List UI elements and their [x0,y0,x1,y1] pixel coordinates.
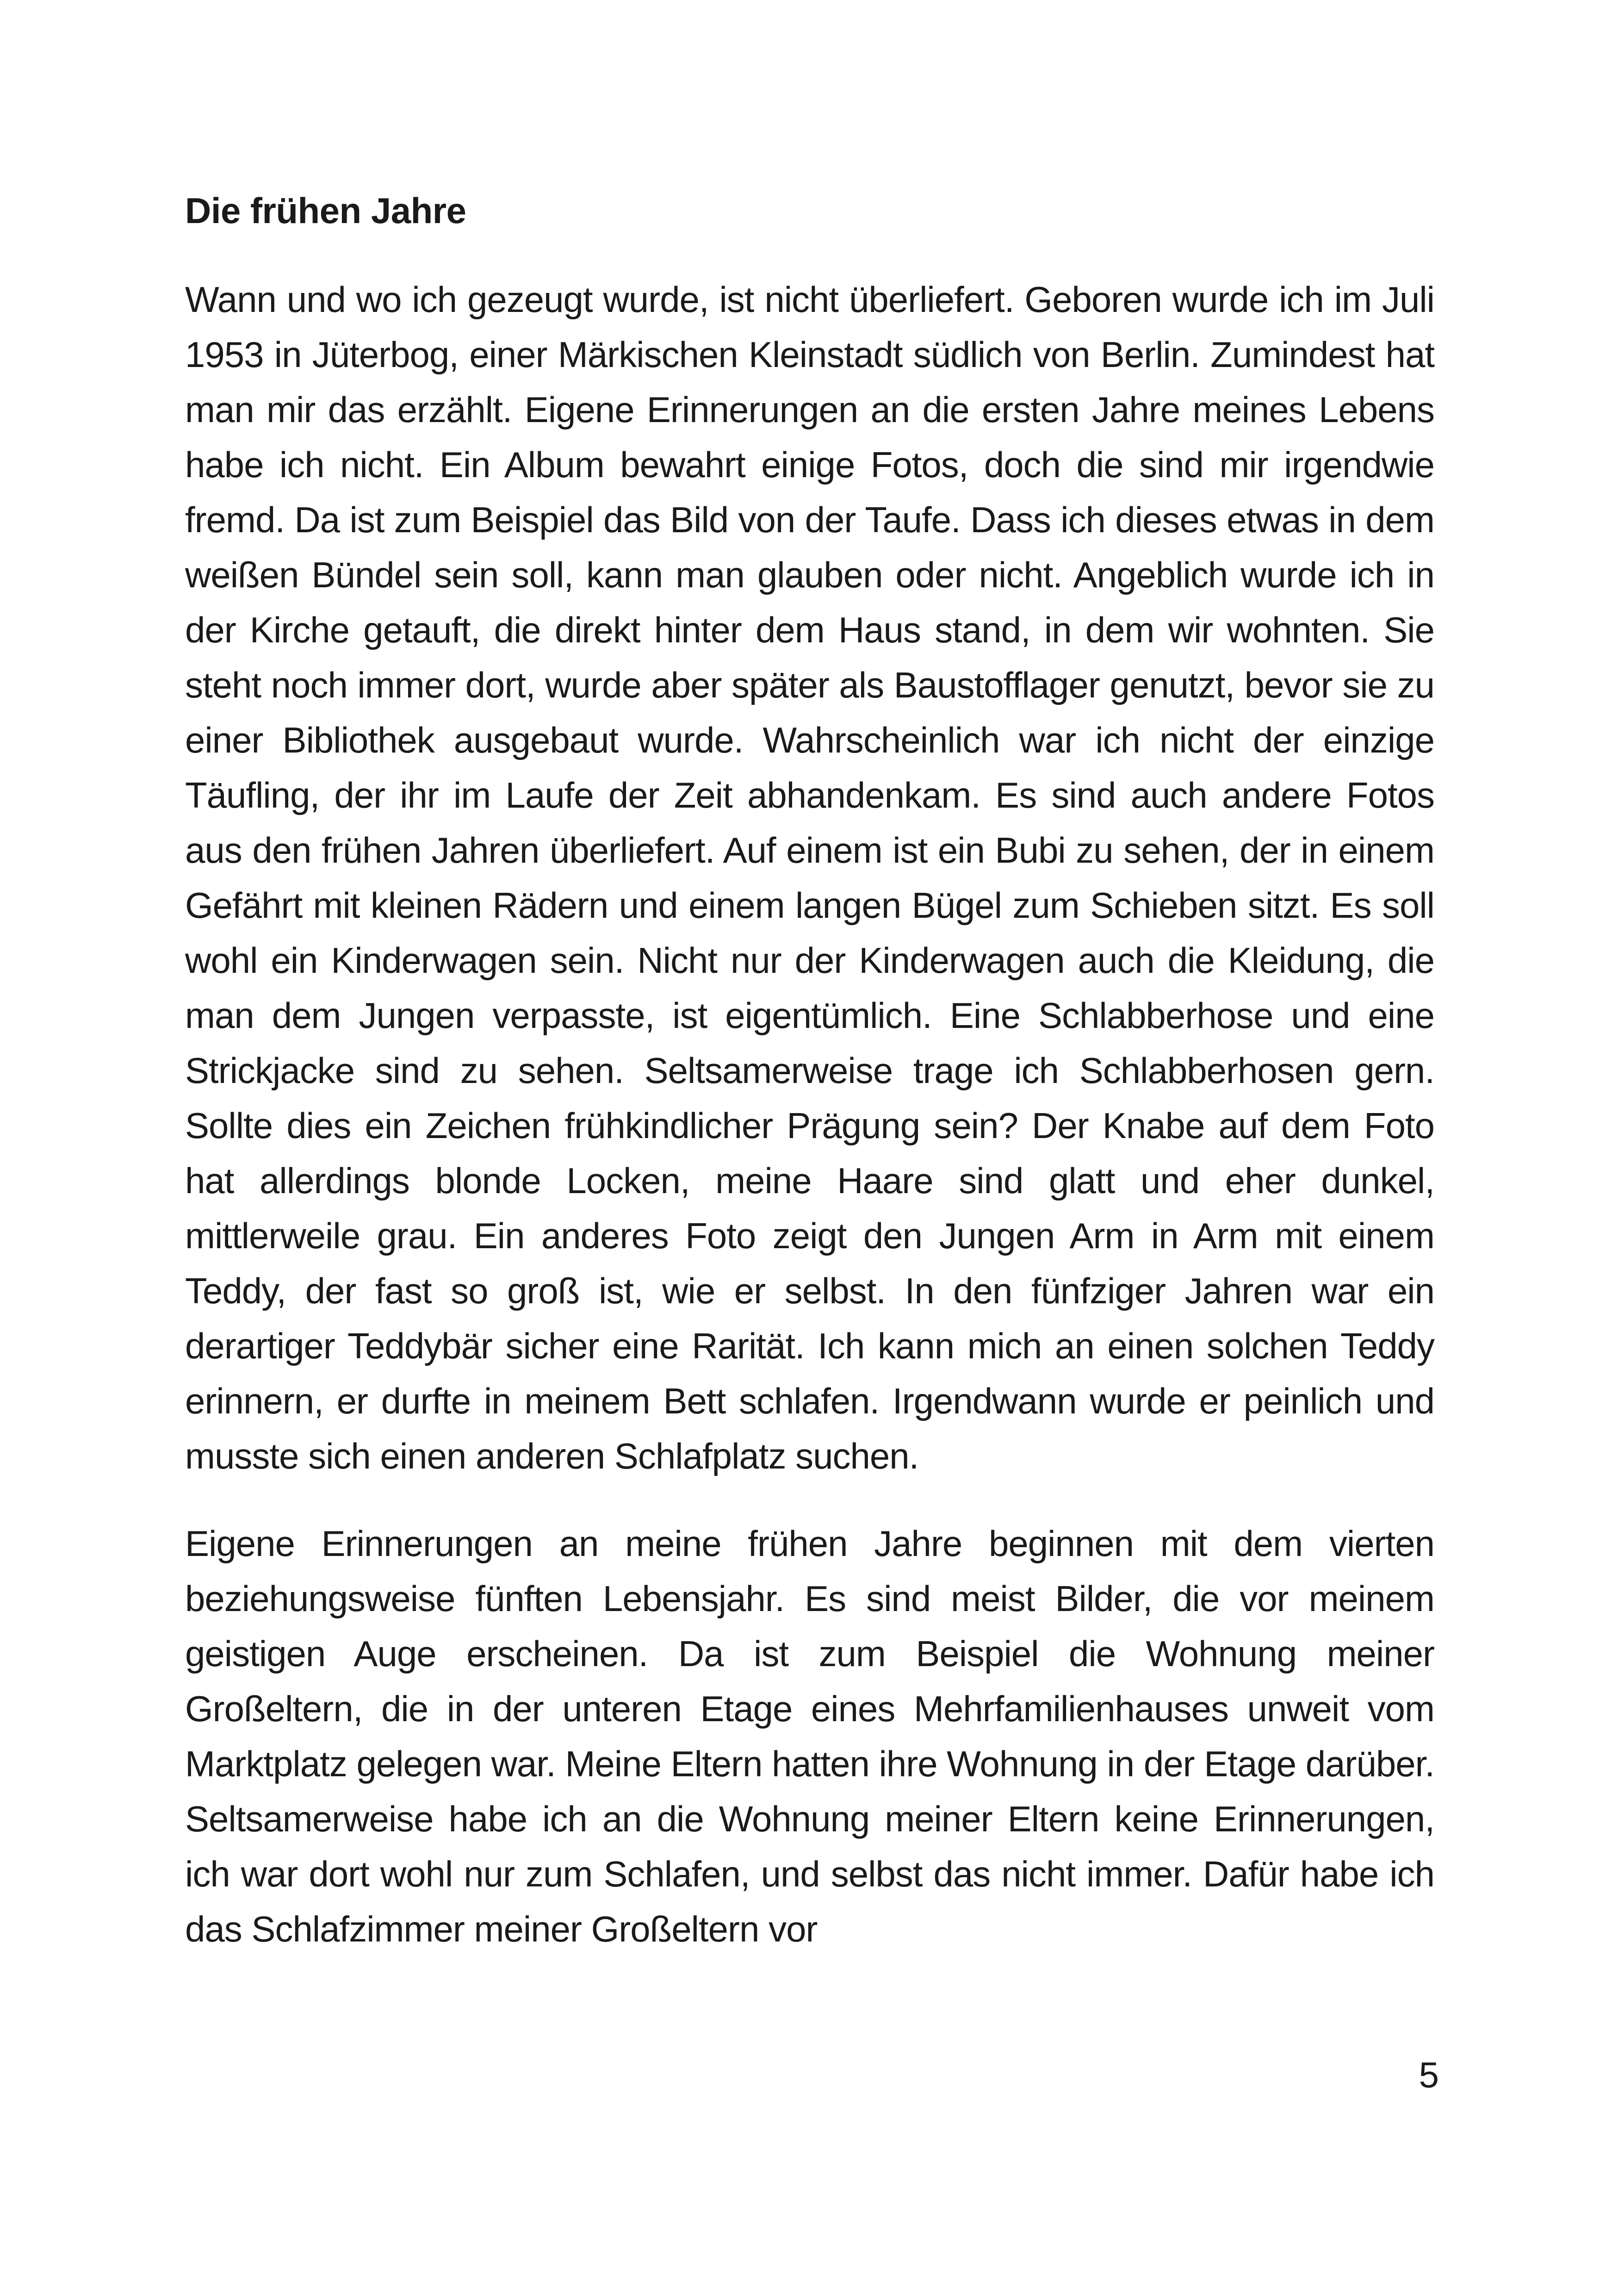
page-number: 5 [1419,2054,1439,2095]
paragraph-1: Wann und wo ich gezeugt wurde, ist nicht überliefert. Geboren wurde ich im Juli 1953 in Jüterbog, einer Märkischen Kleinstadt südlich von Berlin. Zumindest hat man mir das erzählt. Eigene Erinnerungen an die ersten Jahre meines Lebens habe ich nicht. Ein Album bewahrt einige Fotos, doch die sind mir irgendwie fremd. Da ist zum Beispiel das Bild von der Taufe. Dass ich dieses etwas in dem weißen Bündel sein soll, kann man glauben oder nicht. Angeblich wurde ich in der Kirche getauft, die direkt hinter dem Haus stand, in dem wir wohnten. Sie steht noch immer dort, wurde aber später als Baustofflager genutzt, bevor sie zu einer Bibliothek ausgebaut wurde. Wahrscheinlich war ich nicht der einzige Täufling, der ihr im Laufe der Zeit abhandenkam. Es sind auch andere Fotos aus den frühen Jahren überliefert. Auf einem ist ein Bubi zu sehen, der in einem Gefährt mit kleinen Rädern und einem langen Bügel zum Schieben sitzt. Es soll wohl ein Kinderwagen sein. Nicht nur der Kinderwagen auch die Kleidung, die man dem Jungen verpasste, ist eigentümlich. Eine Schlabberhose und eine Strickjacke sind zu sehen. Seltsamerweise trage ich Schlabberhosen gern. Sollte dies ein Zeichen frühkindlicher Prägung sein? Der Knabe auf dem Foto hat allerdings blonde Locken, meine Haare sind glatt und eher dunkel, mittlerweile grau. Ein anderes Foto zeigt den Jungen Arm in Arm mit einem Teddy, der fast so groß ist, wie er selbst. In den fünfziger Jahren war ein derartiger Teddybär sicher eine Rarität. Ich kann mich an einen solchen Teddy erinnern, er durfte in meinem Bett schlafen. Irgendwann wurde er peinlich und musste sich einen anderen Schlafplatz suchen. [185,279,1434,1476]
chapter-heading: Die frühen Jahre [185,190,466,231]
document-body [185,185,1434,1989]
paragraph-2: Eigene Erinnerungen an meine frühen Jahre beginnen mit dem vierten beziehungsweise fünften Lebensjahr. Es sind meist Bilder, die vor meinem geistigen Auge erscheinen. Da ist zum Beispiel die Wohnung meiner Großeltern, die in der unteren Etage eines Mehrfamilienhauses unweit vom Marktplatz gelegen war. Meine Eltern hatten ihre Wohnung in der Etage darüber. Seltsamerweise habe ich an die Wohnung meiner Eltern keine Erinnerungen, ich war dort wohl nur zum Schlafen, und selbst das nicht immer. Dafür habe ich das Schlafzimmer meiner Großeltern vor [185,1523,1434,1949]
